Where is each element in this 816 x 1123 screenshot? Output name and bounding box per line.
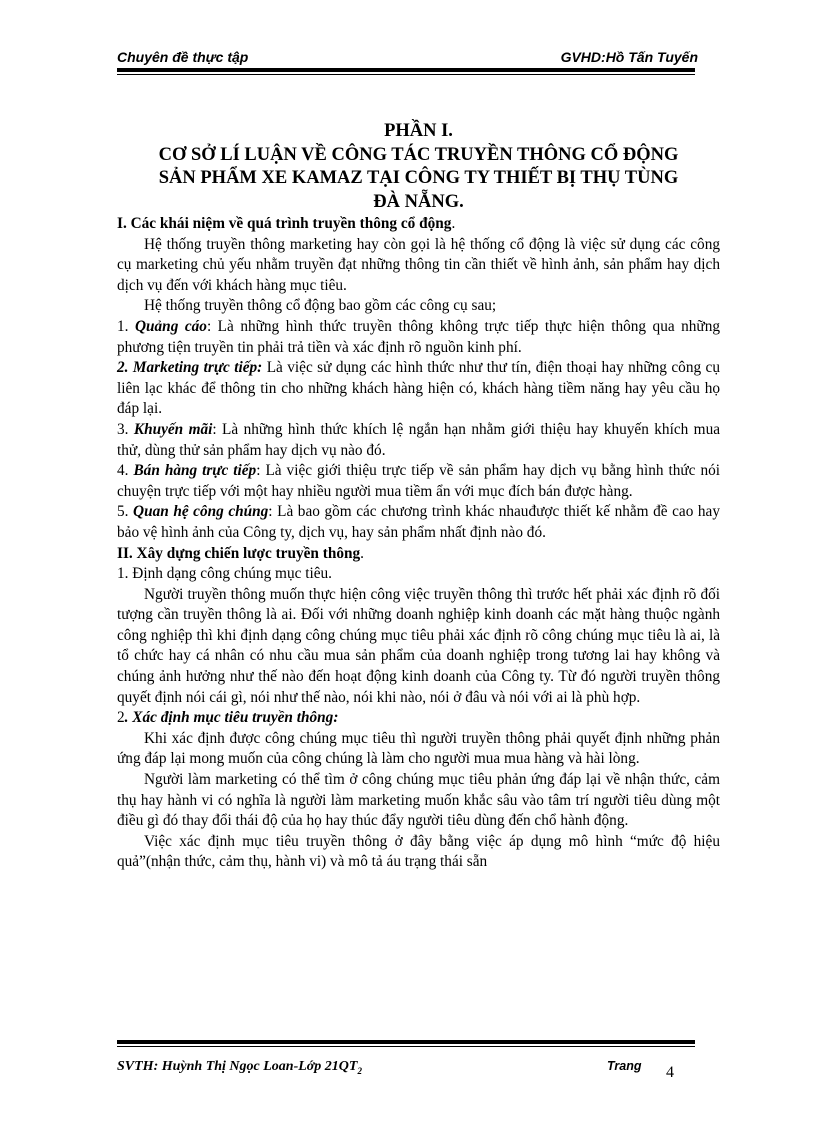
section-2-para-4: Việc xác định mục tiêu truyền thông ở đây bằng việc áp dụng mô hình “mức độ hiệu quả”(nhận thức, cảm thụ, hành vi) và mô tả áu trạng thái sẵn: [117, 832, 720, 871]
term-5: Quan hệ công chúng: [133, 503, 269, 521]
section-2-sub-2: 2. Xác định mục tiêu truyền thông:: [117, 709, 339, 727]
footer-rule-thin: [117, 1046, 695, 1047]
header-advisor: GVHD:Hồ Tấn Tuyến: [560, 49, 698, 65]
term-4: Bán hàng trực tiếp: [133, 462, 257, 480]
term-2: 2. Marketing trực tiếp:: [117, 359, 263, 377]
page-footer: [117, 1059, 697, 1083]
header-rule-thin: [117, 74, 695, 75]
footer-rule: [117, 1040, 695, 1044]
title-line-3: ĐÀ NẴNG.: [373, 191, 464, 212]
term-1: Quảng cáo: [134, 317, 207, 335]
section-2-sub-1: 1. Định dạng công chúng mục tiêu.: [117, 565, 332, 583]
page-body: [117, 120, 720, 873]
section-2-heading: II. Xây dựng chiến lược truyền thông.: [117, 544, 364, 562]
header-rule: [117, 68, 695, 72]
section-2-para-1: Người truyền thông muốn thực hiện công việc truyền thông thì trước hết phải xác định rõ đối tượng cần truyền thông là ai. Đối với những doanh nghiệp kinh doanh các mặt hàng thuộc ngành công nghiệp thì khi định dạng công chúng mục tiêu phải xác định rõ công chúng mục tiêu là ai, là tổ chức hay cá nhân có nhu cầu mua sản phẩm của doanh nghiệp trong tương lai hay không và chúng ảnh hưởng như thế nào đến hoạt động kinh doanh của Công ty. Từ đó người truyền thông quyết định nói cái gì, nói như thế nào, nói khi nào, nói ở đâu và nói với ai là phù hợp.: [117, 585, 720, 706]
footer-page-number: 4: [666, 1064, 674, 1081]
page-title: [117, 120, 720, 214]
list-item-3: 3. Khuyến mãi: Là những hình thức khích lệ ngắn hạn nhằm giới thiệu hay khuyến khích mua thử, dùng thử sản phẩm hay dịch vụ nào đó.: [117, 420, 721, 459]
section-1-heading: I. Các khái niệm về quá trình truyền thông cổ động.: [117, 215, 456, 232]
section-1-para-1: Hệ thống truyền thông marketing hay còn gọi là hệ thống cổ động là việc sử dụng các công cụ marketing chủ yếu nhằm truyền đạt những thông tin cần thiết về hình ảnh, sản phẩm hay dịch dịch vụ đến với khách hàng mục tiêu.: [117, 235, 720, 294]
list-item-4: 4. Bán hàng trực tiếp: Là việc giới thiệu trực tiếp về sản phẩm hay dịch vụ bằng hình thức nói chuyện trực tiếp với một hay nhiều người mua tiềm ẩn với mục đích bán được hàng.: [117, 462, 721, 500]
title-line-1: CƠ SỞ LÍ LUẬN VỀ CÔNG TÁC TRUYỀN THÔNG CỔ ĐỘNG: [158, 144, 679, 165]
section-2-para-2: Khi xác định được công chúng mục tiêu thì người truyền thông phải quyết định những phản ứng đáp lại mong muốn của công chúng là làm cho người mua mua hàng và hài lòng.: [117, 729, 720, 768]
footer-page-label: Trang: [607, 1059, 642, 1073]
section-1-para-2: Hệ thống truyền thông cổ động bao gồm các công cụ sau;: [144, 297, 497, 315]
page-header: [117, 49, 698, 69]
header-course: Chuyên đề thực tập: [117, 49, 249, 65]
title-part: PHẦN I.: [384, 121, 453, 141]
list-item-1: 1. Quảng cáo: Là những hình thức truyền thông không trực tiếp thực hiện thông qua những phương tiện truyền tin phải trả tiền và xác định rõ nguồn kinh phí.: [117, 317, 721, 356]
footer-student: SVTH: Huỳnh Thị Ngọc Loan-Lớp $21QT_2$: [117, 1059, 362, 1076]
title-line-2: SẢN PHẨM XE KAMAZ TẠI CÔNG TY THIẾT BỊ THỤ TÙNG: [158, 168, 679, 188]
list-item-2: 2. Marketing trực tiếp: Là việc sử dụng các hình thức như thư tín, điện thoại hay những công cụ liên lạc khác để thông tin cho những khách hàng hiện có, khách hàng tiềm năng hay yêu cầu họ đáp lại.: [117, 359, 720, 418]
term-3: Khuyến mãi: [133, 420, 213, 438]
section-2-para-3: Người làm marketing có thể tìm ở công chúng mục tiêu phản ứng đáp lại về nhận thức, cảm thụ hay hành vi có nghĩa là người làm marketing muốn khắc sâu vào tâm trí người tiêu dùng một điều gì đó thay đổi thái độ của họ hay thúc đẩy người tiêu dùng đến chổ hành động.: [117, 771, 720, 830]
list-item-5: 5. Quan hệ công chúng: Là bao gồm các chương trình khác nhauđược thiết kế nhằm đề cao hay bảo vệ hình ảnh của Công ty, dịch vụ, hay sản phẩm nhất định nào đó.: [117, 503, 720, 541]
